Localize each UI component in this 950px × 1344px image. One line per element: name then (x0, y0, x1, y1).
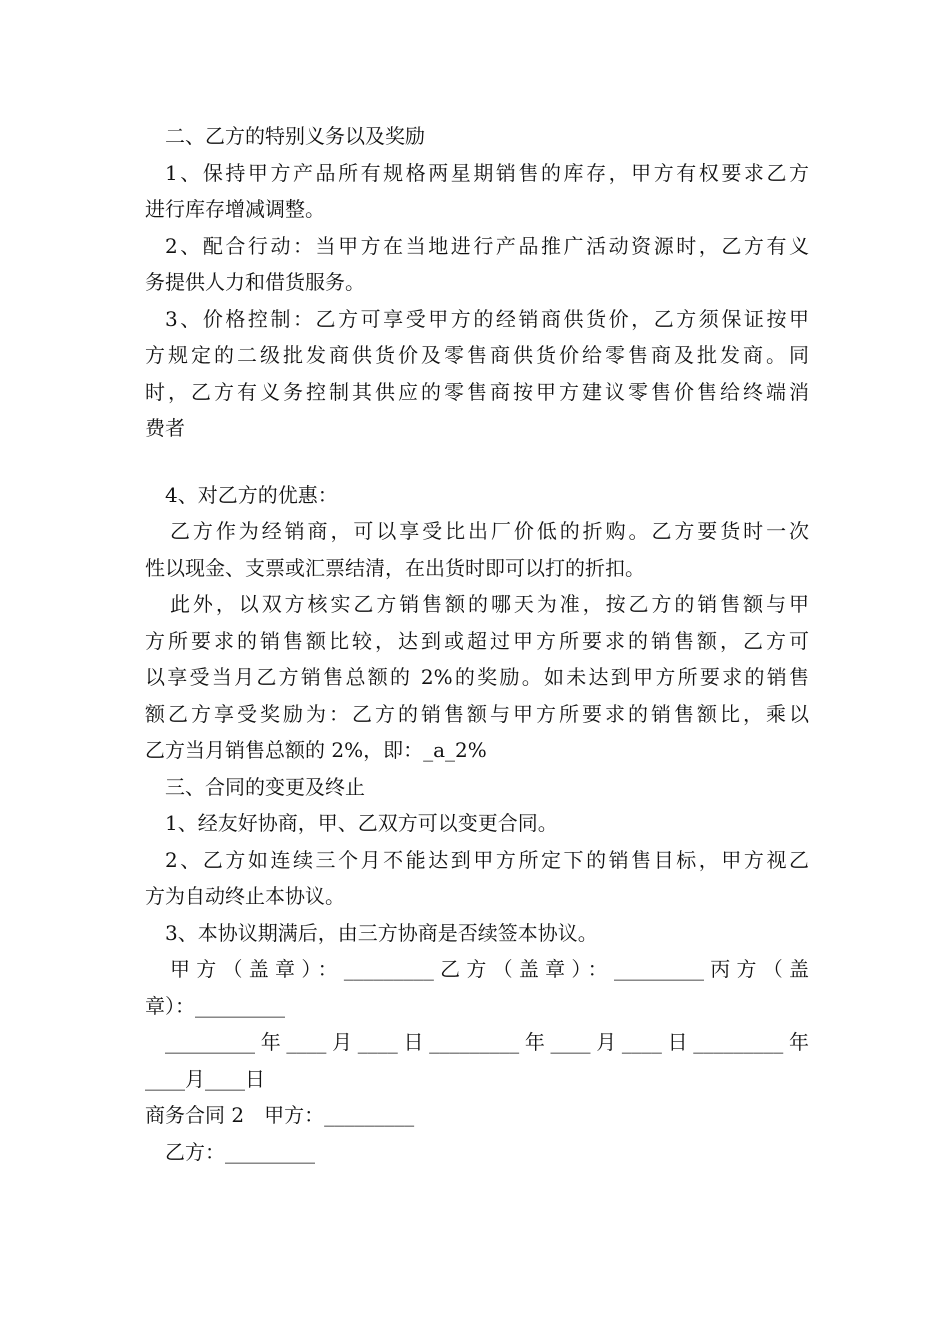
document-page (145, 118, 809, 1170)
paragraph-gap (145, 447, 809, 477)
clause-2-3-line-4: 费者 (145, 416, 185, 440)
clause-2-4-para-1-line-2: 性以现金、支票或汇票结清，在出货时即可以打的折扣。 (145, 555, 645, 580)
clause-2-4-para-2-line-4: 额乙方享受奖励为：乙方的销售额与甲方所要求的销售额比，乘以 (145, 701, 809, 726)
clause-2-1-line-2: 进行库存增减调整。 (145, 197, 325, 221)
contract-2-heading: 商务合同 2 甲方：_________ (145, 1103, 415, 1127)
section-heading-3: 三、合同的变更及终止 (165, 774, 365, 799)
clause-2-3-line-2: 方规定的二级批发商供货价及零售商供货价给零售商及批发商。同 (145, 343, 809, 367)
date-line-2: ____月____日 (145, 1066, 265, 1091)
clause-2-4-para-2-line-3: 以享受当月乙方销售总额的 2%的奖励。如未达到甲方所要求的销售 (145, 665, 809, 689)
clause-2-4-para-1-line-1: 乙方作为经销商，可以享受比出厂价低的折购。乙方要货时一次 (170, 519, 809, 543)
clause-2-4-heading: 4、对乙方的优惠： (165, 482, 338, 507)
clause-2-4-para-2-line-2: 方所要求的销售额比较，达到或超过甲方所要求的销售额，乙方可 (145, 628, 809, 653)
clause-2-4-para-2-line-1: 此外，以双方核实乙方销售额的哪天为准，按乙方的销售额与甲 (170, 592, 809, 616)
signature-line-1: 甲方（盖章）：_________乙方（盖章）：_________丙方（盖 (170, 957, 809, 981)
clause-3-2-line-2: 方为自动终止本协议。 (145, 884, 345, 908)
date-line-1: _________年____月____日_________年____月____日_________年 (165, 1030, 809, 1054)
clause-3-2-line-1: 2、乙方如连续三个月不能达到甲方所定下的销售目标，甲方视乙 (165, 847, 809, 872)
contract-2-party-b: 乙方：_________ (165, 1139, 315, 1164)
clause-2-2-line-1: 2、配合行动：当甲方在当地进行产品推广活动资源时，乙方有义 (165, 233, 809, 258)
clause-2-4-para-2-line-5: 乙方当月销售总额的 2%，即：_a_2% (145, 738, 487, 762)
clause-3-1: 1、经友好协商，甲、乙双方可以变更合同。 (165, 811, 558, 835)
clause-2-2-line-2: 务提供人力和借货服务。 (145, 270, 365, 294)
clause-2-1-line-1: 1、保持甲方产品所有规格两星期销售的库存，甲方有权要求乙方 (165, 160, 809, 185)
signature-line-2: 章）：_________ (145, 993, 285, 1018)
clause-2-3-line-1: 3、价格控制：乙方可享受甲方的经销商供货价，乙方须保证按甲 (165, 306, 809, 331)
clause-3-3: 3、本协议期满后，由三方协商是否续签本协议。 (165, 920, 598, 945)
clause-2-3-line-3: 时，乙方有义务控制其供应的零售商按甲方建议零售价售给终端消 (145, 379, 809, 404)
section-heading-2: 二、乙方的特别义务以及奖励 (165, 124, 425, 148)
